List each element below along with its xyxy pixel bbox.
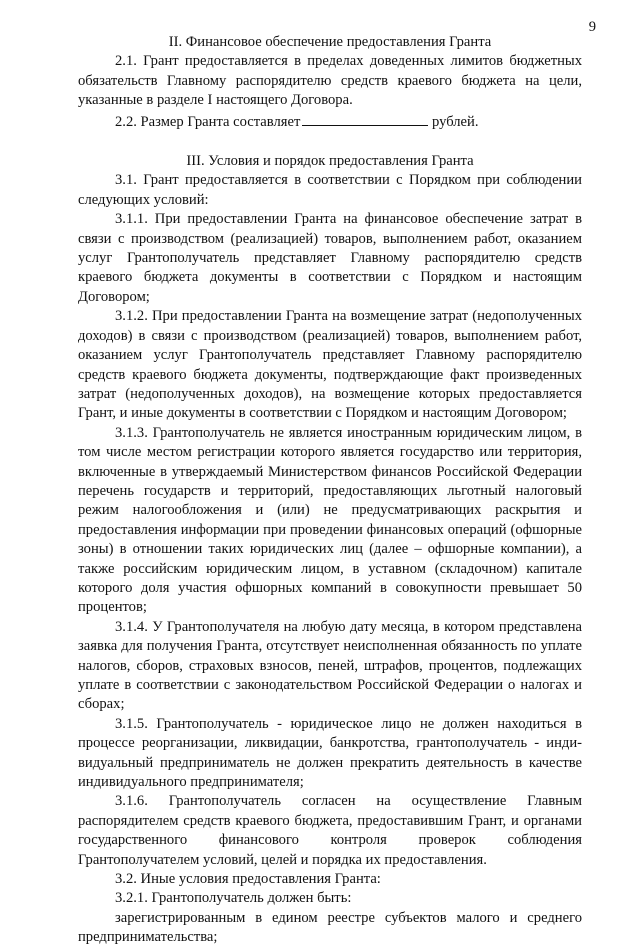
paragraph-3-1-1: 3.1.1. При предоставлении Гранта на финансовое обеспечение затрат в связи с производством (реализацией) товаров, выполнением работ, оказанием услуг Грантополучатель представляет Главному распорядителю средств краевого бюджета документы в соответствии с Порядком и настоящим Договором; — [78, 211, 582, 305]
paragraph-3-1-3: 3.1.3. Грантополучатель не является иностранным юридическим лицом, в том числе местом регистрации которого является государство или территория, включенные в утверждаемый Министерством финансов Российской Федерации перечень государств и территорий, предоставляющих льготный налоговый режим налогообложения и (или) не предусматривающих раскрытия и предоставления информации при проведении финансовых операций (офшорные зоны) в отношении таких юридических лиц (далее – офшорные компании), а также российским юридическим лицом, в уставном (складочном) капитале которого доля участия офшорных компаний в совокупности превышает 50 процентов; — [78, 424, 582, 616]
paragraph-registry: зарегистрированным в едином реестре субъектов малого и среднего предпринимательства; — [78, 909, 582, 946]
page-number: 9 — [588, 19, 596, 35]
paragraph-3-1-4: 3.1.4. У Грантополучателя на любую дату месяца, в котором представлена заявка для получения Гранта, отсутствует неисполненная обязанность по уплате налогов, сборов, страховых взносов, пеней, штрафов, процентов, подлежащих уплате в соответствии с законодательством Российской Федерации о налогах и сборах; — [78, 618, 582, 713]
paragraph-2-2 — [78, 111, 582, 132]
paragraph-3-1-2: 3.1.2. При предоставлении Гранта на возмещение затрат (недополученных доходов) в связи с производством (реализацией) товаров, выполнением работ, оказанием услуг Грантополучатель представляет Главному распорядителю средств краевого бюджета документы, подтверждающие факт произведенных затрат (недополученных доходов), на возмещение которых предоставляется Грант, и иные документы в соответствии с Порядком и настоящим Договором; — [78, 308, 582, 422]
section-2-heading: II. Финансовое обеспечение предоставления Гранта — [168, 34, 492, 50]
document-body — [78, 33, 582, 948]
paragraph-3-2-1: 3.2.1. Грантополучатель должен быть: — [115, 890, 352, 907]
paragraph-2-1: 2.1. Грант предоставляется в пределах доведенных лимитов бюджетных обязательств Главному распорядителю средств краевого бюджета на цели, указанные в разделе I настоящего Договора. — [78, 53, 582, 109]
grant-amount-unit: рублей. — [432, 113, 479, 130]
paragraph-3-2: 3.2. Иные условия предоставления Гранта: — [115, 871, 381, 888]
section-3-heading: III. Условия и порядок предоставления Гранта — [186, 153, 474, 170]
paragraph-3-1-6: 3.1.6. Грантополучатель согласен на осуществление Главным распорядителем средств краевого бюджета, предоставившим Грант, и органами государственного финансового контроля проверок соблюдения Грантополучателем условий, целей и порядка их предоставления. — [78, 793, 582, 868]
paragraph-3-1: 3.1. Грант предоставляется в соответствии с Порядком при соблюдении следующих условий: — [78, 172, 582, 208]
paragraph-3-1-5: 3.1.5. Грантополучатель - юридическое лицо не должен находиться в процессе реорганизации, ликвидации, банкротства, грантополучатель - индивидуальный предприниматель не должен прекратить деятельность в качестве индивидуального предпринимателя; — [78, 715, 582, 791]
grant-amount-label: 2.2. Размер Гранта составляет — [115, 113, 301, 130]
grant-amount-blank — [302, 111, 428, 126]
